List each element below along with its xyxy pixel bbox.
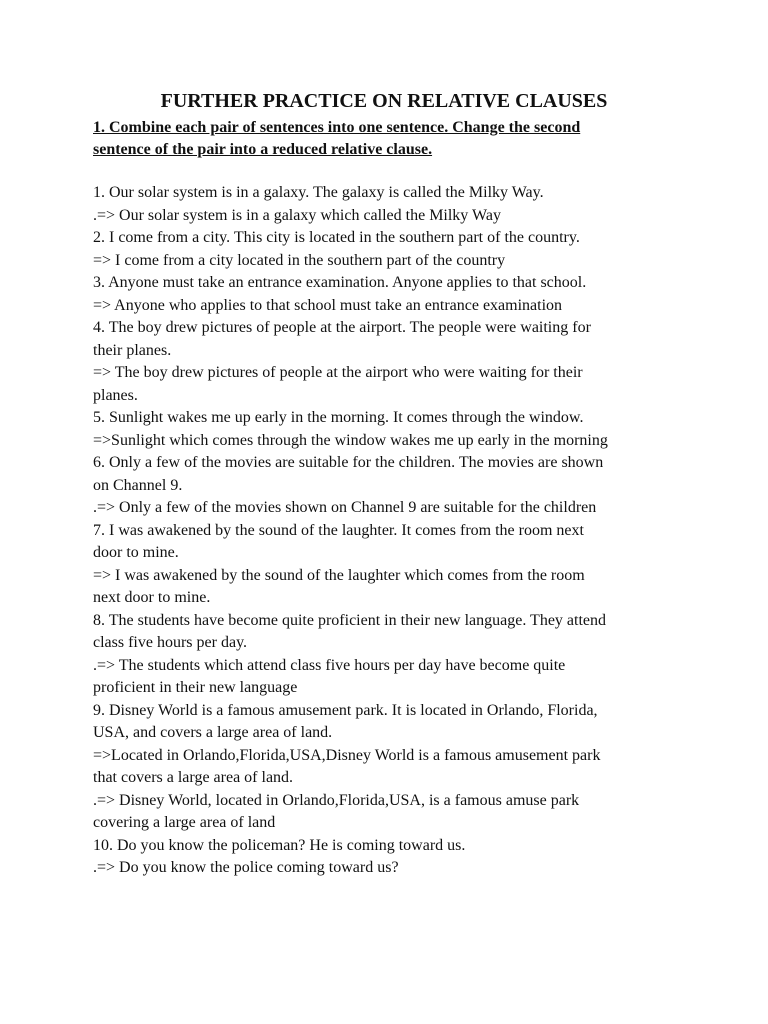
text-line: planes. [93,386,138,404]
text-line: .=> The students which attend class five hours per day have become quite [93,656,566,674]
text-line: 5. Sunlight wakes me up early in the morning. It comes through the window. [93,409,584,426]
text-line: 1. Our solar system is in a galaxy. The galaxy is called the Milky Way. [93,184,544,201]
text-line: their planes. [93,341,172,359]
exercise-text [93,182,753,880]
text-line: proficient in their new language [93,679,298,696]
text-line: class five hours per day. [93,634,248,651]
text-line: covering a large area of land [93,814,276,831]
text-line: 9. Disney World is a famous amusement park. It is located in Orlando, Florida, [93,701,598,719]
text-line: => Anyone who applies to that school must take an entrance examination [93,296,563,314]
text-line: on Channel 9. [93,476,183,494]
text-line: .=> Do you know the police coming toward us? [93,859,399,876]
text-line: next door to mine. [93,589,211,606]
text-line: that covers a large area of land. [93,769,294,786]
text-line: =>Sunlight which comes through the window wakes me up early in the morning [93,431,608,449]
text-line: 6. Only a few of the movies are suitable for the children. The movies are shown [93,454,604,471]
text-line: USA, and covers a large area of land. [93,724,333,741]
page-title: FURTHER PRACTICE ON RELATIVE CLAUSES [160,90,608,112]
text-line: => I come from a city located in the southern part of the country [93,251,506,269]
text-line: 2. I come from a city. This city is located in the southern part of the country. [93,229,580,246]
text-line: 3. Anyone must take an entrance examination. Anyone applies to that school. [93,274,587,291]
text-line: 7. I was awakened by the sound of the laughter. It comes from the room next [93,521,584,539]
text-line: => I was awakened by the sound of the laughter which comes from the room [93,566,585,584]
text-line: 8. The students have become quite proficient in their new language. They attend [93,611,607,629]
instruction-line-1: 1. Combine each pair of sentences into one sentence. Change the second [93,119,581,136]
text-line: 4. The boy drew pictures of people at the airport. The people were waiting for [93,319,591,336]
text-line: .=> Only a few of the movies shown on Channel 9 are suitable for the children [93,499,597,516]
text-line: => The boy drew pictures of people at the airport who were waiting for their [93,364,583,381]
text-line: 10. Do you know the policeman? He is coming toward us. [93,836,466,854]
text-line: door to mine. [93,544,179,561]
text-line: .=> Disney World, located in Orlando,Florida,USA, is a famous amuse park [93,791,580,809]
exercise-instruction [93,117,693,161]
text-line: .=> Our solar system is in a galaxy which called the Milky Way [93,206,501,224]
instruction-line-2: sentence of the pair into a reduced relative clause. [93,141,433,158]
text-line: =>Located in Orlando,Florida,USA,Disney World is a famous amusement park [93,746,601,764]
